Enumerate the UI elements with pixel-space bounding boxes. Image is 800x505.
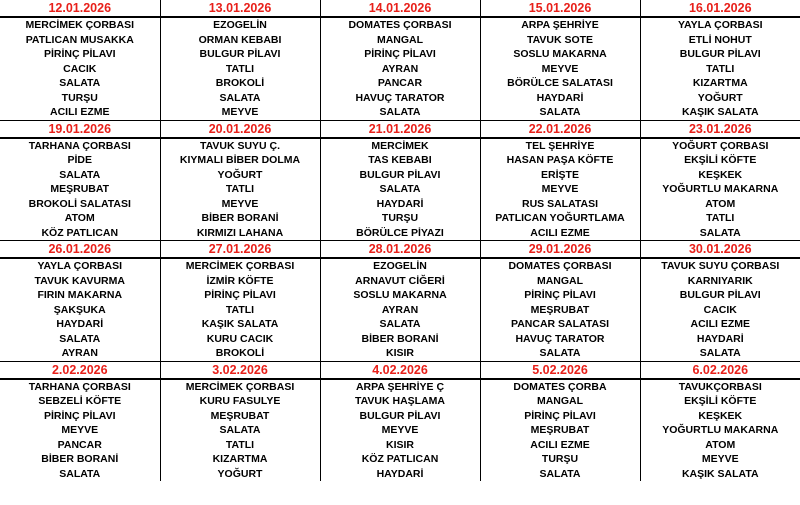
menu-item-cell: MEYVE	[160, 105, 320, 120]
menu-item-cell: EKŞİLİ KÖFTE	[640, 153, 800, 168]
menu-item-row	[0, 47, 800, 62]
menu-item-row	[0, 62, 800, 77]
menu-item-cell: KÖZ PATLICAN	[320, 452, 480, 467]
menu-item-cell: BİBER BORANİ	[320, 332, 480, 347]
menu-item-cell: TATLI	[160, 62, 320, 77]
menu-item-cell: SALATA	[0, 332, 160, 347]
week-date-row	[0, 361, 800, 379]
menu-item-cell: KISIR	[320, 346, 480, 361]
menu-item-cell: FIRIN MAKARNA	[0, 288, 160, 303]
day-date-header: 2.02.2026	[0, 361, 160, 379]
menu-item-cell: BROKOLİ	[160, 346, 320, 361]
menu-item-cell: BULGUR PİLAVI	[640, 47, 800, 62]
menu-item-row	[0, 168, 800, 183]
menu-item-cell: SALATA	[480, 105, 640, 120]
menu-item-cell: TATLI	[160, 303, 320, 318]
menu-item-cell: KAŞIK SALATA	[640, 105, 800, 120]
menu-item-cell: AYRAN	[0, 346, 160, 361]
day-date-header: 19.01.2026	[0, 120, 160, 138]
menu-item-cell: DOMATES ÇORBASI	[320, 17, 480, 33]
menu-item-cell: HAVUÇ TARATOR	[480, 332, 640, 347]
menu-item-cell: PANCAR	[320, 76, 480, 91]
day-date-header: 29.01.2026	[480, 241, 640, 259]
menu-item-cell: MEŞRUBAT	[0, 182, 160, 197]
menu-item-cell: KIRMIZI LAHANA	[160, 226, 320, 241]
menu-item-cell: EZOGELİN	[160, 17, 320, 33]
menu-item-cell: SALATA	[640, 226, 800, 241]
menu-item-cell: BULGUR PİLAVI	[320, 409, 480, 424]
menu-item-cell: KIZARTMA	[160, 452, 320, 467]
menu-item-cell: PİRİNÇ PİLAVI	[480, 288, 640, 303]
menu-item-cell: SALATA	[320, 317, 480, 332]
menu-item-row	[0, 452, 800, 467]
menu-item-cell: MANGAL	[320, 33, 480, 48]
day-date-header: 5.02.2026	[480, 361, 640, 379]
menu-item-cell: TEL ŞEHRİYE	[480, 138, 640, 154]
menu-item-cell: MEYVE	[0, 423, 160, 438]
menu-item-cell: HAVUÇ TARATOR	[320, 91, 480, 106]
day-date-header: 30.01.2026	[640, 241, 800, 259]
menu-item-cell: YOĞURTLU MAKARNA	[640, 182, 800, 197]
menu-item-cell: PANCAR	[0, 438, 160, 453]
menu-item-cell: MERCİMEK ÇORBASI	[0, 17, 160, 33]
menu-item-cell: TAVUK SUYU Ç.	[160, 138, 320, 154]
menu-item-cell: BROKOLİ	[160, 76, 320, 91]
menu-item-cell: SEBZELİ KÖFTE	[0, 394, 160, 409]
menu-item-cell: TAS KEBABI	[320, 153, 480, 168]
menu-item-cell: HASAN PAŞA KÖFTE	[480, 153, 640, 168]
menu-item-row	[0, 467, 800, 482]
menu-item-cell: AYRAN	[320, 303, 480, 318]
menu-item-cell: ARNAVUT CİĞERİ	[320, 274, 480, 289]
menu-item-cell: PANCAR SALATASI	[480, 317, 640, 332]
menu-item-cell: MEYVE	[640, 452, 800, 467]
day-date-header: 14.01.2026	[320, 0, 480, 17]
menu-item-cell: PİRİNÇ PİLAVI	[160, 288, 320, 303]
menu-item-cell: KÖZ PATLICAN	[0, 226, 160, 241]
menu-item-cell: ETLİ NOHUT	[640, 33, 800, 48]
menu-item-cell: BÖRÜLCE SALATASI	[480, 76, 640, 91]
menu-item-cell: ERİŞTE	[480, 168, 640, 183]
menu-item-cell: BROKOLİ SALATASI	[0, 197, 160, 212]
menu-item-row	[0, 423, 800, 438]
menu-item-row	[0, 33, 800, 48]
menu-item-cell: SALATA	[160, 423, 320, 438]
menu-item-row	[0, 303, 800, 318]
menu-item-cell: TAVUK SOTE	[480, 33, 640, 48]
menu-item-cell: HAYDARİ	[640, 332, 800, 347]
day-date-header: 27.01.2026	[160, 241, 320, 259]
menu-item-row	[0, 332, 800, 347]
menu-item-cell: SALATA	[0, 467, 160, 482]
menu-item-cell: MEŞRUBAT	[480, 303, 640, 318]
menu-item-cell: KEŞKEK	[640, 168, 800, 183]
menu-item-row	[0, 226, 800, 241]
menu-item-cell: DOMATES ÇORBASI	[480, 258, 640, 274]
menu-item-cell: EZOGELİN	[320, 258, 480, 274]
menu-item-cell: TURŞU	[480, 452, 640, 467]
menu-item-cell: MEYVE	[480, 62, 640, 77]
menu-item-cell: BÖRÜLCE PİYAZI	[320, 226, 480, 241]
menu-item-row	[0, 346, 800, 361]
menu-item-cell: SALATA	[160, 91, 320, 106]
menu-item-cell: BULGUR PİLAVI	[160, 47, 320, 62]
day-date-header: 23.01.2026	[640, 120, 800, 138]
menu-item-cell: İZMİR KÖFTE	[160, 274, 320, 289]
menu-item-cell: ARPA ŞEHRİYE Ç	[320, 379, 480, 395]
menu-item-cell: MERCİMEK	[320, 138, 480, 154]
menu-item-row	[0, 153, 800, 168]
menu-item-cell: MEŞRUBAT	[480, 423, 640, 438]
menu-item-cell: HAYDARİ	[0, 317, 160, 332]
menu-item-cell: CACIK	[640, 303, 800, 318]
menu-item-cell: BULGUR PİLAVI	[320, 168, 480, 183]
menu-item-cell: ARPA ŞEHRİYE	[480, 17, 640, 33]
menu-item-cell: HAYDARİ	[320, 467, 480, 482]
menu-item-cell: MEYVE	[160, 197, 320, 212]
week-date-row	[0, 241, 800, 259]
menu-item-cell: YOĞURT	[160, 168, 320, 183]
menu-item-row	[0, 76, 800, 91]
menu-item-cell: TATLI	[640, 211, 800, 226]
menu-item-cell: YOĞURT	[160, 467, 320, 482]
menu-item-cell: YOĞURTLU MAKARNA	[640, 423, 800, 438]
menu-item-cell: SOSLU MAKARNA	[480, 47, 640, 62]
menu-item-cell: SALATA	[0, 76, 160, 91]
menu-item-cell: KURU CACIK	[160, 332, 320, 347]
menu-item-row	[0, 409, 800, 424]
menu-item-cell: YOĞURT ÇORBASI	[640, 138, 800, 154]
menu-item-cell: MERCİMEK ÇORBASI	[160, 379, 320, 395]
menu-item-row	[0, 138, 800, 154]
menu-item-cell: HAYDARİ	[480, 91, 640, 106]
menu-item-cell: MANGAL	[480, 274, 640, 289]
day-date-header: 13.01.2026	[160, 0, 320, 17]
menu-item-cell: TURŞU	[0, 91, 160, 106]
menu-item-cell: TATLI	[640, 62, 800, 77]
week-date-row	[0, 120, 800, 138]
menu-item-cell: TURŞU	[320, 211, 480, 226]
day-date-header: 22.01.2026	[480, 120, 640, 138]
menu-item-cell: PİDE	[0, 153, 160, 168]
menu-item-cell: ATOM	[640, 438, 800, 453]
menu-item-row	[0, 91, 800, 106]
menu-item-cell: ATOM	[640, 197, 800, 212]
menu-item-cell: SALATA	[0, 168, 160, 183]
menu-item-cell: KAŞIK SALATA	[640, 467, 800, 482]
menu-item-cell: PİRİNÇ PİLAVI	[480, 409, 640, 424]
menu-item-cell: RUS SALATASI	[480, 197, 640, 212]
menu-item-cell: MANGAL	[480, 394, 640, 409]
menu-item-cell: MEŞRUBAT	[160, 409, 320, 424]
day-date-header: 21.01.2026	[320, 120, 480, 138]
menu-item-row	[0, 182, 800, 197]
menu-item-cell: ORMAN KEBABI	[160, 33, 320, 48]
menu-item-row	[0, 197, 800, 212]
menu-item-row	[0, 105, 800, 120]
menu-item-cell: SOSLU MAKARNA	[320, 288, 480, 303]
menu-item-cell: PİRİNÇ PİLAVI	[320, 47, 480, 62]
menu-item-cell: ACILI EZME	[640, 317, 800, 332]
menu-item-cell: TATLI	[160, 182, 320, 197]
day-date-header: 15.01.2026	[480, 0, 640, 17]
menu-item-cell: TAVUK HAŞLAMA	[320, 394, 480, 409]
menu-item-cell: KAŞIK SALATA	[160, 317, 320, 332]
menu-item-cell: KARNIYARIK	[640, 274, 800, 289]
menu-item-cell: SALATA	[640, 346, 800, 361]
menu-item-cell: DOMATES ÇORBA	[480, 379, 640, 395]
menu-item-cell: SALATA	[480, 467, 640, 482]
menu-item-cell: PATLICAN MUSAKKA	[0, 33, 160, 48]
menu-item-row	[0, 17, 800, 33]
menu-item-cell: AYRAN	[320, 62, 480, 77]
menu-item-cell: ŞAKŞUKA	[0, 303, 160, 318]
day-date-header: 26.01.2026	[0, 241, 160, 259]
menu-item-cell: KEŞKEK	[640, 409, 800, 424]
menu-item-row	[0, 394, 800, 409]
menu-item-cell: HAYDARİ	[320, 197, 480, 212]
menu-item-cell: PATLICAN YOĞURTLAMA	[480, 211, 640, 226]
day-date-header: 20.01.2026	[160, 120, 320, 138]
menu-item-cell: MEYVE	[320, 423, 480, 438]
menu-item-row	[0, 438, 800, 453]
menu-item-cell: PİRİNÇ PİLAVI	[0, 47, 160, 62]
menu-item-row	[0, 317, 800, 332]
menu-item-cell: TAVUK KAVURMA	[0, 274, 160, 289]
menu-item-row	[0, 288, 800, 303]
menu-item-row	[0, 211, 800, 226]
menu-item-cell: KISIR	[320, 438, 480, 453]
menu-item-cell: EKŞİLİ KÖFTE	[640, 394, 800, 409]
menu-item-cell: ACILI EZME	[0, 105, 160, 120]
menu-item-cell: TARHANA ÇORBASI	[0, 138, 160, 154]
menu-item-cell: KIYMALI BİBER DOLMA	[160, 153, 320, 168]
day-date-header: 12.01.2026	[0, 0, 160, 17]
day-date-header: 4.02.2026	[320, 361, 480, 379]
menu-item-cell: BULGUR PİLAVI	[640, 288, 800, 303]
menu-item-cell: TARHANA ÇORBASI	[0, 379, 160, 395]
menu-item-cell: TATLI	[160, 438, 320, 453]
menu-item-cell: TAVUKÇORBASI	[640, 379, 800, 395]
menu-item-cell: CACIK	[0, 62, 160, 77]
menu-item-cell: ATOM	[0, 211, 160, 226]
week-date-row	[0, 0, 800, 17]
day-date-header: 16.01.2026	[640, 0, 800, 17]
menu-item-row	[0, 379, 800, 395]
menu-item-cell: PİRİNÇ PİLAVI	[0, 409, 160, 424]
menu-item-cell: YOĞURT	[640, 91, 800, 106]
menu-item-cell: SALATA	[320, 182, 480, 197]
day-date-header: 6.02.2026	[640, 361, 800, 379]
menu-item-row	[0, 274, 800, 289]
menu-item-cell: SALATA	[480, 346, 640, 361]
menu-item-cell: BİBER BORANİ	[160, 211, 320, 226]
menu-item-cell: ACILI EZME	[480, 438, 640, 453]
menu-item-cell: BİBER BORANİ	[0, 452, 160, 467]
day-date-header: 3.02.2026	[160, 361, 320, 379]
menu-item-cell: ACILI EZME	[480, 226, 640, 241]
menu-item-cell: KIZARTMA	[640, 76, 800, 91]
menu-item-cell: MEYVE	[480, 182, 640, 197]
menu-item-row	[0, 258, 800, 274]
menu-item-cell: YAYLA ÇORBASI	[640, 17, 800, 33]
menu-item-cell: TAVUK SUYU ÇORBASI	[640, 258, 800, 274]
menu-item-cell: YAYLA ÇORBASI	[0, 258, 160, 274]
menu-item-cell: KURU FASULYE	[160, 394, 320, 409]
day-date-header: 28.01.2026	[320, 241, 480, 259]
menu-item-cell: SALATA	[320, 105, 480, 120]
menu-item-cell: MERCİMEK ÇORBASI	[160, 258, 320, 274]
